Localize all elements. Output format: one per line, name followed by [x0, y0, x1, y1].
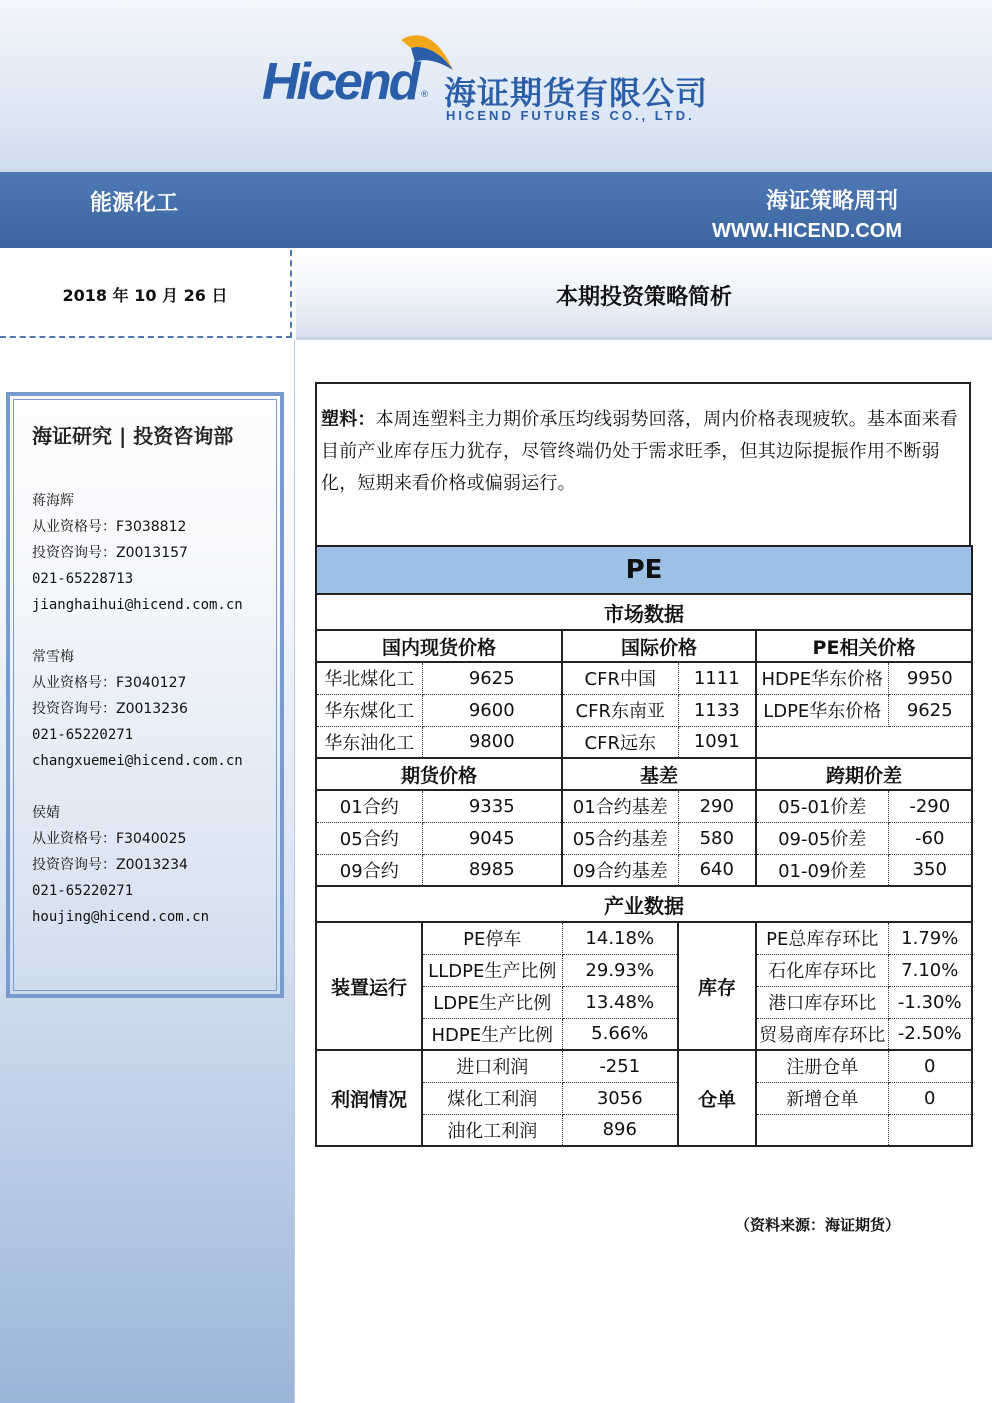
table-cell-value: 1.79% — [888, 922, 972, 954]
logo-chinese-name: 海证期货有限公司 — [444, 74, 709, 112]
table-cell-value: -1.30% — [888, 986, 972, 1018]
table-cell-label: PE总库存环比 — [756, 922, 888, 954]
table-cell-value: 640 — [678, 854, 756, 886]
table-cell-label: 进口利润 — [422, 1050, 562, 1082]
table-cell-label: 石化库存环比 — [756, 954, 888, 986]
analyst-phone: 021-65220271 — [32, 883, 134, 899]
analyst-consult-id: 投资咨询号：Z0013236 — [32, 701, 188, 717]
table-cell-label: 09-05价差 — [756, 822, 888, 854]
company-logo — [262, 30, 732, 130]
table-cell-label: CFR中国 — [562, 662, 678, 694]
table-cell-value: 1133 — [678, 694, 756, 726]
table-cell-label: 华东油化工 — [316, 726, 422, 758]
header-band — [0, 172, 992, 248]
analyst-name: 侯婧 — [32, 805, 60, 821]
strategy-summary — [321, 404, 967, 500]
logo-wordmark: Hicend — [262, 53, 418, 111]
table-cell-label: 09合约 — [316, 854, 422, 886]
table-cell-value: 9950 — [888, 662, 972, 694]
table-cell-label: 01-09价差 — [756, 854, 888, 886]
analyst-block — [32, 644, 243, 774]
table-cell-value: 3056 — [562, 1082, 678, 1114]
related-price-header: PE相关价格 — [756, 630, 972, 662]
table-cell-value: 8985 — [422, 854, 562, 886]
table-cell-label: 华北煤化工 — [316, 662, 422, 694]
analyst-email[interactable]: jianghaihui@hicend.com.cn — [32, 597, 243, 613]
inventory-label: 库存 — [678, 922, 756, 1050]
operation-label: 装置运行 — [316, 922, 422, 1050]
analyst-email[interactable]: houjing@hicend.com.cn — [32, 909, 210, 925]
table-row — [316, 922, 972, 954]
title-box — [296, 250, 992, 340]
table-cell-value: 14.18% — [562, 922, 678, 954]
table-cell-value: 1111 — [678, 662, 756, 694]
section-name: 能源化工 — [90, 191, 179, 216]
analyst-block — [32, 800, 209, 930]
table-cell-label: 01合约基差 — [562, 790, 678, 822]
analyst-email[interactable]: changxuemei@hicend.com.cn — [32, 753, 243, 769]
table-title-row — [316, 546, 972, 594]
industry-data-header: 产业数据 — [316, 886, 972, 922]
table-cell-label: 05合约基差 — [562, 822, 678, 854]
analyst-qualification: 从业资格号：F3038812 — [32, 519, 187, 535]
table-cell-value: -251 — [562, 1050, 678, 1082]
table-cell-label: HDPE华东价格 — [756, 662, 888, 694]
table-cell-value: 29.93% — [562, 954, 678, 986]
analyst-consult-id: 投资咨询号：Z0013234 — [32, 857, 188, 873]
contact-card — [6, 392, 284, 998]
logo-english-name: HICEND FUTURES CO., LTD. — [446, 108, 695, 123]
spread-header: 跨期价差 — [756, 758, 972, 790]
page-title: 本期投资策略简析 — [555, 285, 732, 310]
table-cell-label: LLDPE生产比例 — [422, 954, 562, 986]
table-cell-value: 1091 — [678, 726, 756, 758]
table-cell-value: 9600 — [422, 694, 562, 726]
table-row — [316, 694, 972, 726]
table-cell-value: 0 — [888, 1082, 972, 1114]
table-cell-label: 港口库存环比 — [756, 986, 888, 1018]
spot-price-header: 国内现货价格 — [316, 630, 562, 662]
table-cell-value: -60 — [888, 822, 972, 854]
publication-name: 海证策略周刊 — [765, 189, 898, 214]
table-cell-empty — [756, 1114, 888, 1146]
table-cell-value: -290 — [888, 790, 972, 822]
data-source-note: （资料来源：海证期货） — [735, 1216, 901, 1234]
department-title: 海证研究 | 投资咨询部 — [32, 424, 234, 448]
date-box — [0, 250, 292, 338]
table-cell-label: HDPE生产比例 — [422, 1018, 562, 1050]
analyst-consult-id: 投资咨询号：Z0013157 — [32, 545, 188, 561]
table-cell-value: 7.10% — [888, 954, 972, 986]
table-cell-value: 9625 — [888, 694, 972, 726]
table-cell-value: -2.50% — [888, 1018, 972, 1050]
summary-label: 塑料： — [321, 409, 376, 430]
table-cell-label: 05-01价差 — [756, 790, 888, 822]
table-cell-label: LDPE华东价格 — [756, 694, 888, 726]
table-cell-label: 油化工利润 — [422, 1114, 562, 1146]
analyst-name: 蒋海辉 — [32, 493, 74, 509]
strategy-summary-box — [315, 382, 971, 546]
table-cell-label: 09合约基差 — [562, 854, 678, 886]
summary-text: 本周连塑料主力期价承压均线弱势回落，周内价格表现疲软。基本面来看目前产业库存压力犹存，尽管终端仍处于需求旺季，但其边际提振作用不断弱化，短期来看价格或偏弱运行。 — [321, 409, 959, 494]
website-url[interactable]: WWW.HICEND.COM — [712, 220, 902, 242]
table-cell-label: 注册仓单 — [756, 1050, 888, 1082]
analyst-qualification: 从业资格号：F3040127 — [32, 675, 187, 691]
table-cell-empty — [756, 726, 972, 758]
logo-registered-mark: ® — [420, 90, 429, 100]
table-cell-label: 新增仓单 — [756, 1082, 888, 1114]
table-cell-label: 华东煤化工 — [316, 694, 422, 726]
table-cell-label: LDPE生产比例 — [422, 986, 562, 1018]
table-row — [316, 1050, 972, 1082]
table-cell-value: 9335 — [422, 790, 562, 822]
table-cell-empty — [888, 1114, 972, 1146]
profit-label: 利润情况 — [316, 1050, 422, 1146]
analyst-name: 常雪梅 — [32, 649, 74, 665]
table-cell-label: 01合约 — [316, 790, 422, 822]
table-cell-value: 5.66% — [562, 1018, 678, 1050]
section-header-row — [316, 594, 972, 630]
analyst-qualification: 从业资格号：F3040025 — [32, 831, 187, 847]
table-cell-value: 896 — [562, 1114, 678, 1146]
table-row — [316, 726, 972, 758]
basis-header: 基差 — [562, 758, 756, 790]
table-title: PE — [316, 546, 972, 594]
table-row — [316, 662, 972, 694]
table-row — [316, 790, 972, 822]
warrant-label: 仓单 — [678, 1050, 756, 1146]
table-cell-value: 9800 — [422, 726, 562, 758]
analyst-block — [32, 488, 243, 618]
group-header-row — [316, 758, 972, 790]
futures-price-header: 期货价格 — [316, 758, 562, 790]
table-cell-label: 贸易商库存环比 — [756, 1018, 888, 1050]
table-row — [316, 822, 972, 854]
table-cell-label: CFR东南亚 — [562, 694, 678, 726]
section-header-row — [316, 886, 972, 922]
table-cell-value: 290 — [678, 790, 756, 822]
table-cell-value: 0 — [888, 1050, 972, 1082]
analyst-phone: 021-65220271 — [32, 727, 134, 743]
table-row — [316, 854, 972, 886]
table-cell-label: 05合约 — [316, 822, 422, 854]
analyst-phone: 021-65228713 — [32, 571, 134, 587]
contact-card-inner — [13, 399, 277, 991]
table-cell-value: 580 — [678, 822, 756, 854]
table-cell-value: 350 — [888, 854, 972, 886]
table-cell-value: 9045 — [422, 822, 562, 854]
report-date: 2018 年 10 月 26 日 — [62, 286, 228, 305]
group-header-row — [316, 630, 972, 662]
pe-data-table — [315, 545, 973, 1147]
market-data-header: 市场数据 — [316, 594, 972, 630]
table-cell-label: 煤化工利润 — [422, 1082, 562, 1114]
sidebar — [0, 340, 295, 1403]
table-cell-label: PE停车 — [422, 922, 562, 954]
table-cell-value: 9625 — [422, 662, 562, 694]
intl-price-header: 国际价格 — [562, 630, 756, 662]
table-cell-value: 13.48% — [562, 986, 678, 1018]
table-cell-label: CFR远东 — [562, 726, 678, 758]
